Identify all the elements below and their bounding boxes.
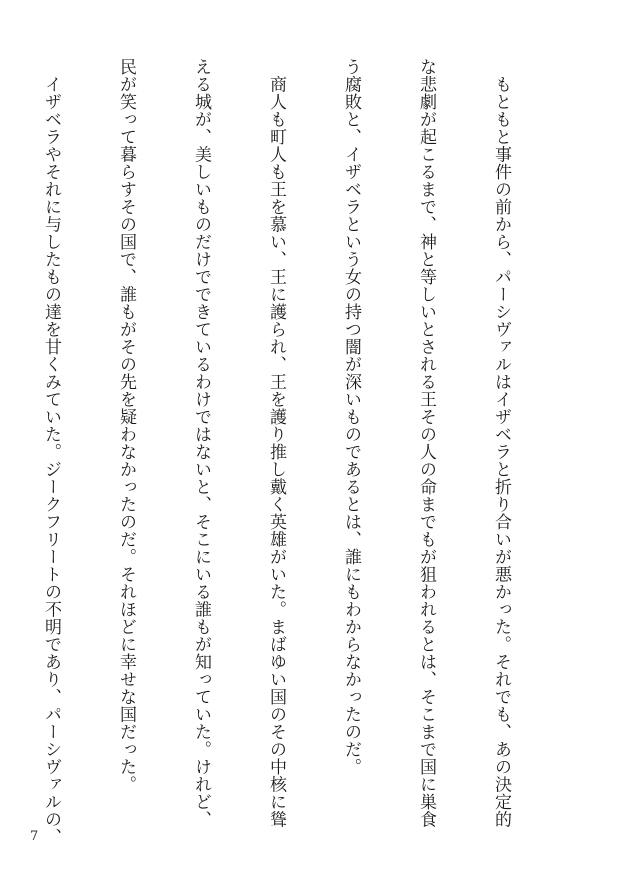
- text-line: える城が、美しいものだけでできているわけではないと、そこにいる誰もが知っていた。けれど、: [191, 58, 211, 828]
- page-number: 7: [30, 829, 39, 844]
- body-text: [0, 58, 563, 846]
- text-line: 商人も町人も王を慕い、王に護られ、王を護り推し戴く英雄がいた。まばゆい国のその中核に聳: [266, 58, 286, 828]
- text-line: な悲劇が起こるまで、神と等しいとされる王その人の命までもが狙われるとは、そこまで国に巣食: [416, 58, 436, 828]
- text-line: 民が笑って暮らすその国で、誰もがその先を疑わなかったのだ。それほどに幸せな国だった。: [116, 58, 136, 793]
- text-line: イザベラやそれに与したもの達を甘くみていた。ジークフリートの不明であり、パーシヴァルの、: [41, 58, 61, 846]
- text-line: う腐敗と、イザベラという女の持つ闇が深いものであるとは、誰にもわからなかったのだ。: [341, 58, 361, 776]
- text-line: もともと事件の前から、パーシヴァルはイザベラと折り合いが悪かった。それでも、あの決定的: [491, 58, 511, 828]
